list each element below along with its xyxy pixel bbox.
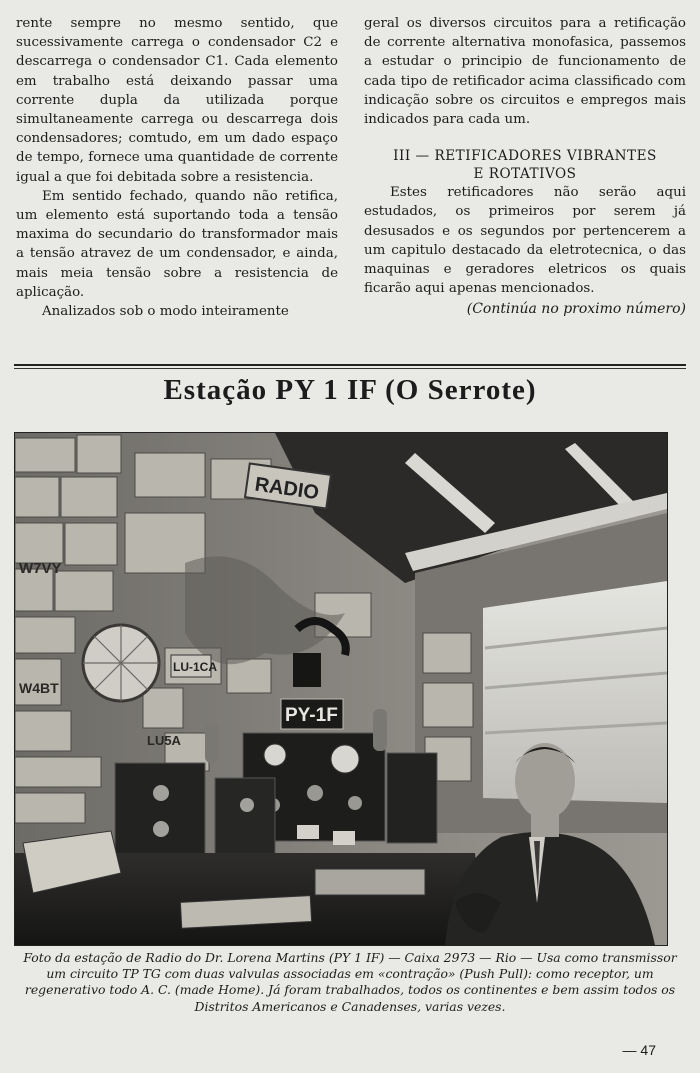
panel-label [333, 831, 355, 845]
section-heading-line-1: III — RETIFICADORES VIBRANTES [393, 148, 657, 165]
station-photo-illustration [15, 433, 667, 945]
panel-label [297, 825, 319, 839]
microphone-base [315, 869, 425, 895]
station-photo [14, 432, 668, 946]
equipment-box [387, 753, 437, 843]
sign-w4bt: W4BT [19, 680, 59, 696]
page-number: — 47 [622, 1042, 656, 1058]
meter-dial [264, 744, 286, 766]
photo-caption: Foto da estação de Radio do Dr. Lorena Martins (PY 1 IF) — Caixa 2973 — Rio — Usa como transmissor um circuito TP TG com duas valvulas associadas em «contração» (Push Pull): como receptor, um regenerativo todo A. C. (made Home). Já foram trabalhados, todos os continentes e bem assim todos os Distritos Americanos e Canadenses, varias vezes. [23, 950, 677, 1014]
section-heading [364, 147, 686, 183]
valve-tube [205, 723, 219, 763]
article-title: Estação PY 1 IF (O Serrote) [163, 374, 537, 406]
call-sign-text: PY-1F [285, 705, 338, 726]
tuning-knob [307, 785, 323, 801]
radio-sign-text: RADIO [253, 473, 321, 505]
right-column [364, 14, 686, 320]
section-divider [14, 364, 686, 366]
sign-lu5a: LU5A [147, 733, 181, 748]
section-divider-thin [14, 368, 686, 369]
window [483, 581, 667, 803]
section-heading-line-2: E ROTATIVOS [473, 166, 577, 183]
wall-phone [293, 653, 321, 687]
sign-w7vy: W7VY [19, 560, 62, 577]
valve-tube [373, 709, 387, 751]
right-paragraph-2: Estes retificadores não serão aqui estudados, os primeiros por serem já desusados e os segundos por pertencerem a um capitulo destacado da eletrotecnica, o das maquinas e geradores eletricos os quais ficarão aqui apenas mencionados. [364, 185, 686, 297]
right-paragraph-1: geral os diversos circuitos para a retificação de corrente alternativa monofasica, passemos a estudar o principio de funcionamento de cada tipo de retificador acima classificado com indicação sobre os circuitos e empregos mais indicados para cada um. [364, 16, 686, 128]
left-paragraph-1: rente sempre no mesmo sentido, que sucessivamente carrega o condensador C2 e descarrega o condensador C1. Cada elemento em trabalho está deixando passar uma corrente dupla da utilizada porque simultaneamente carrega ou descarrega dois condensadores; comtudo, em um dado espaço de tempo, fornece uma quantidade de corrente igual a que foi debitada sobre a resistencia. [16, 16, 338, 185]
left-paragraph-3: Analizados sob o modo inteiramente [42, 304, 289, 320]
left-paragraph-2: Em sentido fechado, quando não retifica, um elemento está suportando toda a tensão maxima do secundario do transformador mais a tensão atravez de um condensador, e ainda, mais meia tensão sobre a resistencia de aplicação. [16, 188, 338, 300]
continued-note: (Continúa no proximo número) [466, 301, 686, 318]
meter-dial [331, 745, 359, 773]
left-column [16, 14, 338, 321]
sign-lu: LU-1CA [173, 660, 217, 674]
tuning-knob [348, 796, 362, 810]
